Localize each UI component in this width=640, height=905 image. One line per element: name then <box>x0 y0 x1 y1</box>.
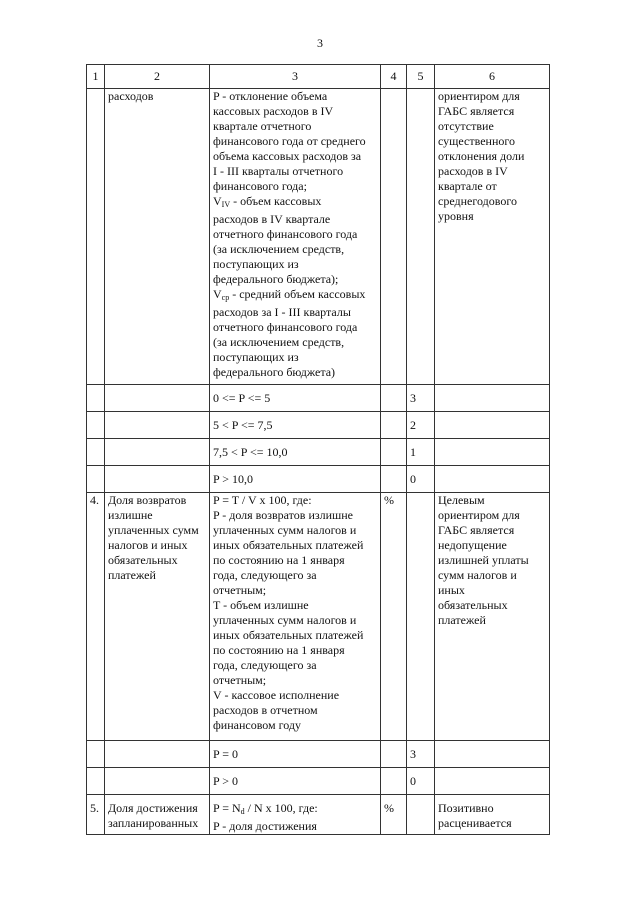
row-number: 4. <box>87 493 105 741</box>
header-col-5: 5 <box>407 65 435 89</box>
header-col-1: 1 <box>87 65 105 89</box>
score-condition: P > 10,0 <box>210 466 381 493</box>
indicator-name: Доля возвратов излишне уплаченных сумм налогов и иных обязательных платежей <box>105 493 210 741</box>
score-cell <box>407 89 435 385</box>
score-value: 3 <box>407 385 435 412</box>
score-value: 0 <box>407 768 435 795</box>
table-row <box>87 768 550 795</box>
header-col-3: 3 <box>210 65 381 89</box>
header-col-4: 4 <box>381 65 407 89</box>
indicator-name: Доля достижения запланированных <box>105 795 210 835</box>
indicator-formula: $P = N_d / N$ x 100, где: P - доля достижения <box>210 795 381 835</box>
indicator-comment: Целевым ориентиром для ГАБС является недопущение излишней уплаты сумм налогов и иных обязательных платежей <box>435 493 550 741</box>
indicator-comment: Позитивно расценивается <box>435 795 550 835</box>
unit-cell: % <box>381 795 407 835</box>
score-condition: 7,5 < P <= 10,0 <box>210 439 381 466</box>
indicator-comment: ориентиром для ГАБС является отсутствие существенного отклонения доли расходов в IV квартале от среднегодового уровня <box>435 89 550 385</box>
indicator-formula: P - отклонение объема кассовых расходов в IV квартале отчетного финансового года от среднего объема кассовых расходов за I - III кварталы отчетного финансового года; $V_{IV}$ - объем кассовых расходов в IV квартале отчетного финансового года (за исключением средств, поступающих из федерального бюджета); $V_{cp}$ - средний объем кассовых расходов за I - III кварталы отчетного финансового года (за исключением средств, поступающих из федерального бюджета) <box>210 89 381 385</box>
header-col-6: 6 <box>435 65 550 89</box>
score-cell <box>407 493 435 741</box>
score-cell <box>407 795 435 835</box>
table-row <box>87 89 550 385</box>
table-row <box>87 412 550 439</box>
indicator-name: расходов <box>105 89 210 385</box>
score-condition: 5 < P <= 7,5 <box>210 412 381 439</box>
table-row <box>87 795 550 835</box>
unit-cell: % <box>381 493 407 741</box>
row-number: 5. <box>87 795 105 835</box>
score-value: 3 <box>407 741 435 768</box>
header-row <box>87 65 550 89</box>
table-row <box>87 493 550 741</box>
page-number: 3 <box>317 36 323 50</box>
score-value: 2 <box>407 412 435 439</box>
row-number <box>87 89 105 385</box>
indicators-table <box>86 64 550 835</box>
score-condition: P = 0 <box>210 741 381 768</box>
score-value: 0 <box>407 466 435 493</box>
table-row <box>87 466 550 493</box>
unit-cell <box>381 89 407 385</box>
indicator-formula: P = T / V x 100, где: P - доля возвратов излишне уплаченных сумм налогов и иных обязательных платежей по состоянию на 1 января года, следующего за отчетным; T - объем излишне уплаченных сумм налогов и иных обязательных платежей по состоянию на 1 января года, следующего за отчетным; V - кассовое исполнение расходов в отчетном финансовом году <box>210 493 381 741</box>
score-condition: 0 <= P <= 5 <box>210 385 381 412</box>
table-row <box>87 741 550 768</box>
score-condition: P > 0 <box>210 768 381 795</box>
table-row <box>87 439 550 466</box>
score-value: 1 <box>407 439 435 466</box>
table-row <box>87 385 550 412</box>
header-col-2: 2 <box>105 65 210 89</box>
